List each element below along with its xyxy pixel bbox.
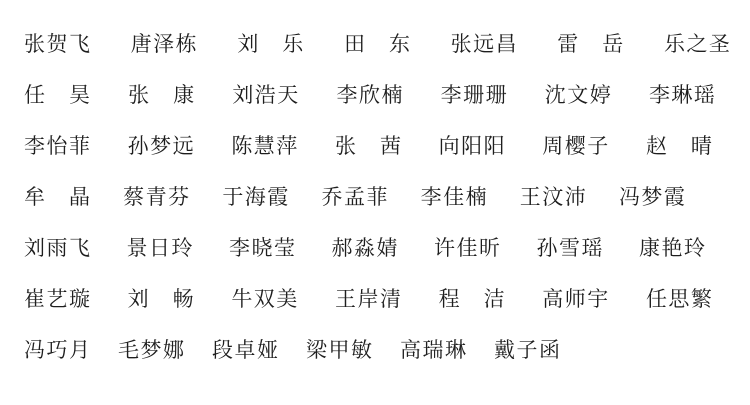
name-item: 段卓娅 [212, 338, 278, 362]
name-item: 乔孟菲 [321, 185, 388, 209]
name-item: 赵晴 [645, 134, 712, 158]
name-item: 张康 [128, 83, 195, 107]
name-item: 孙雪瑶 [536, 236, 603, 260]
name-item: 李怡菲 [24, 134, 90, 158]
name-item: 戴子函 [494, 338, 560, 362]
name-row [0, 121, 750, 172]
name-item: 雷岳 [557, 32, 624, 56]
name-item: 冯巧月 [24, 338, 90, 362]
name-item: 牟晶 [24, 185, 90, 209]
name-item: 刘雨飞 [24, 236, 90, 260]
name-row [0, 223, 750, 274]
name-item: 任昊 [24, 83, 90, 107]
name-row [0, 325, 750, 376]
name-item: 毛梦娜 [118, 338, 184, 362]
name-item: 向阳阳 [438, 134, 505, 158]
name-item: 张茜 [334, 134, 401, 158]
name-item: 张远昌 [450, 32, 517, 56]
name-item: 陈慧萍 [231, 134, 298, 158]
name-item: 梁甲敏 [306, 338, 372, 362]
name-row [0, 172, 750, 223]
name-item: 乐之圣 [663, 32, 730, 56]
name-item: 田东 [343, 32, 410, 56]
name-item: 程洁 [438, 287, 505, 311]
name-item: 李珊珊 [440, 83, 507, 107]
name-item: 康艳玲 [639, 236, 705, 260]
name-item: 于海霞 [222, 185, 289, 209]
name-item: 蔡青芬 [123, 185, 190, 209]
name-item: 景日玲 [126, 236, 193, 260]
name-item: 高师宇 [542, 287, 609, 311]
name-item: 许佳昕 [434, 236, 500, 260]
name-item: 刘乐 [237, 32, 304, 56]
name-item: 王岸清 [334, 287, 401, 311]
name-item: 张贺飞 [24, 32, 90, 56]
name-item: 李琳瑶 [648, 83, 715, 107]
name-item: 崔艺璇 [24, 287, 90, 311]
name-item: 沈文婷 [544, 83, 611, 107]
name-item: 郝淼婧 [331, 236, 398, 260]
name-item: 李欣楠 [336, 83, 403, 107]
name-item: 冯梦霞 [618, 185, 685, 209]
name-item: 任思繁 [645, 287, 712, 311]
name-item: 牛双美 [231, 287, 298, 311]
name-item: 刘畅 [127, 287, 194, 311]
name-item: 孙梦远 [127, 134, 194, 158]
name-row [0, 70, 750, 121]
name-item: 周樱子 [542, 134, 609, 158]
name-item: 李晓莹 [229, 236, 295, 260]
name-item: 刘浩天 [232, 83, 299, 107]
name-item: 李佳楠 [420, 185, 487, 209]
name-item: 高瑞琳 [400, 338, 466, 362]
name-item: 王汶沛 [519, 185, 586, 209]
name-item: 唐泽栋 [130, 32, 197, 56]
name-row [0, 19, 750, 70]
name-row [0, 274, 750, 325]
